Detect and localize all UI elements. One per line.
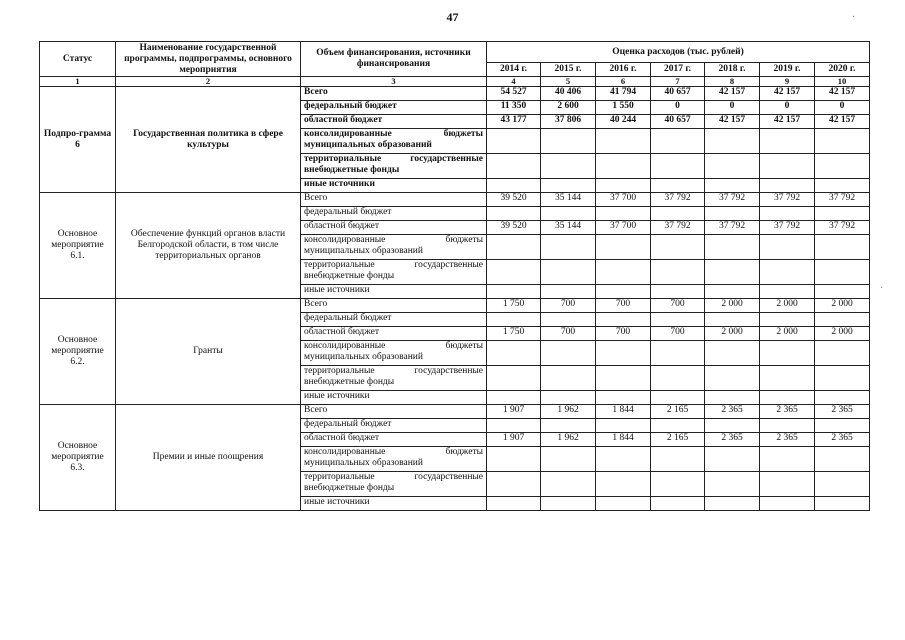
amount-cell: 37 792 (815, 221, 870, 235)
amount-cell (815, 154, 870, 179)
amount-cell: 2 600 (541, 101, 596, 115)
page-number: 47 (446, 10, 459, 24)
amount-cell: 1 907 (487, 433, 541, 447)
amount-cell (596, 260, 651, 285)
scan-speck: · (852, 12, 856, 23)
amount-cell (596, 313, 651, 327)
funding-source: федеральный бюджет (301, 101, 487, 115)
amount-cell: 2 000 (760, 327, 815, 341)
amount-cell (596, 179, 651, 193)
section-name: Гранты (116, 299, 301, 405)
amount-cell: 42 157 (705, 115, 760, 129)
amount-cell (705, 207, 760, 221)
amount-cell (815, 341, 870, 366)
amount-cell: 37 806 (541, 115, 596, 129)
amount-cell (760, 419, 815, 433)
table-row (40, 405, 870, 419)
funding-source: федеральный бюджет (301, 419, 487, 433)
amount-cell (760, 341, 815, 366)
header-year: 2019 г. (760, 63, 815, 77)
amount-cell: 43 177 (487, 115, 541, 129)
amount-cell: 2 165 (651, 433, 705, 447)
amount-cell (541, 447, 596, 472)
amount-cell (651, 260, 705, 285)
column-number: 4 (487, 77, 541, 87)
amount-cell: 35 144 (541, 193, 596, 207)
amount-cell (596, 341, 651, 366)
amount-cell (705, 285, 760, 299)
amount-cell (651, 391, 705, 405)
amount-cell (596, 235, 651, 260)
amount-cell: 1 750 (487, 299, 541, 313)
amount-cell: 700 (541, 299, 596, 313)
amount-cell: 1 550 (596, 101, 651, 115)
section-name: Премии и иные поощрения (116, 405, 301, 511)
section-name: Государственная политика в сфере культуры (116, 87, 301, 193)
amount-cell (760, 447, 815, 472)
amount-cell (541, 497, 596, 511)
amount-cell (541, 313, 596, 327)
amount-cell (651, 497, 705, 511)
column-number: 1 (40, 77, 116, 87)
table-row (40, 193, 870, 207)
column-number: 8 (705, 77, 760, 87)
amount-cell: 0 (760, 101, 815, 115)
amount-cell (487, 366, 541, 391)
amount-cell: 2 000 (705, 327, 760, 341)
amount-cell: 37 792 (760, 193, 815, 207)
amount-cell: 0 (651, 101, 705, 115)
amount-cell: 39 520 (487, 193, 541, 207)
amount-cell (541, 207, 596, 221)
amount-cell (705, 260, 760, 285)
amount-cell (815, 472, 870, 497)
funding-source: Всего (301, 299, 487, 313)
amount-cell: 37 792 (651, 221, 705, 235)
amount-cell (760, 366, 815, 391)
amount-cell (760, 154, 815, 179)
amount-cell (760, 285, 815, 299)
amount-cell (541, 285, 596, 299)
amount-cell (541, 129, 596, 154)
amount-cell (651, 179, 705, 193)
amount-cell (651, 366, 705, 391)
amount-cell: 0 (815, 101, 870, 115)
amount-cell: 40 657 (651, 87, 705, 101)
amount-cell (815, 129, 870, 154)
header-year: 2018 г. (705, 63, 760, 77)
amount-cell: 35 144 (541, 221, 596, 235)
amount-cell (705, 497, 760, 511)
table-row (40, 87, 870, 101)
amount-cell (815, 207, 870, 221)
amount-cell (487, 472, 541, 497)
column-number: 3 (301, 77, 487, 87)
amount-cell: 1 962 (541, 405, 596, 419)
amount-cell (487, 419, 541, 433)
amount-cell (815, 419, 870, 433)
amount-cell (705, 366, 760, 391)
amount-cell: 40 657 (651, 115, 705, 129)
amount-cell (705, 472, 760, 497)
amount-cell (596, 207, 651, 221)
amount-cell (487, 235, 541, 260)
amount-cell (487, 154, 541, 179)
amount-cell (760, 391, 815, 405)
amount-cell (487, 341, 541, 366)
funding-source: федеральный бюджет (301, 313, 487, 327)
table-row (40, 299, 870, 313)
amount-cell (705, 179, 760, 193)
amount-cell (760, 313, 815, 327)
amount-cell (487, 447, 541, 472)
amount-cell (487, 129, 541, 154)
amount-cell (815, 447, 870, 472)
amount-cell (651, 341, 705, 366)
header-estimate: Оценка расходов (тыс. рублей) (487, 42, 870, 63)
column-number: 9 (760, 77, 815, 87)
funding-source: иные источники (301, 497, 487, 511)
amount-cell (705, 154, 760, 179)
amount-cell: 700 (596, 327, 651, 341)
header-year: 2017 г. (651, 63, 705, 77)
amount-cell: 1 844 (596, 433, 651, 447)
amount-cell (487, 497, 541, 511)
amount-cell (487, 313, 541, 327)
amount-cell (651, 129, 705, 154)
amount-cell (541, 179, 596, 193)
amount-cell (596, 472, 651, 497)
amount-cell: 700 (541, 327, 596, 341)
funding-source: иные источники (301, 391, 487, 405)
amount-cell: 2 165 (651, 405, 705, 419)
amount-cell (815, 366, 870, 391)
funding-source: Всего (301, 405, 487, 419)
funding-source: Всего (301, 193, 487, 207)
header-year: 2014 г. (487, 63, 541, 77)
amount-cell: 42 157 (815, 87, 870, 101)
amount-cell (760, 207, 815, 221)
amount-cell (760, 472, 815, 497)
amount-cell (815, 497, 870, 511)
amount-cell (651, 235, 705, 260)
section-status: Основное мероприятие 6.1. (40, 193, 116, 299)
amount-cell (487, 391, 541, 405)
amount-cell (760, 179, 815, 193)
amount-cell: 2 000 (815, 299, 870, 313)
amount-cell (487, 260, 541, 285)
amount-cell (815, 285, 870, 299)
header-year: 2015 г. (541, 63, 596, 77)
amount-cell (596, 154, 651, 179)
budget-table (39, 41, 870, 511)
amount-cell: 42 157 (760, 87, 815, 101)
header-year: 2016 г. (596, 63, 651, 77)
amount-cell (596, 391, 651, 405)
amount-cell (541, 472, 596, 497)
header-status: Статус (40, 42, 116, 77)
funding-source: областной бюджет (301, 115, 487, 129)
section-status: Основное мероприятие 6.2. (40, 299, 116, 405)
section-name: Обеспечение функций органов власти Белгородской области, в том числе территориальных органов (116, 193, 301, 299)
amount-cell: 700 (596, 299, 651, 313)
amount-cell (705, 419, 760, 433)
funding-source: иные источники (301, 285, 487, 299)
amount-cell (705, 129, 760, 154)
column-number: 7 (651, 77, 705, 87)
funding-source: территориальные государственные внебюджетные фонды (301, 472, 487, 497)
amount-cell: 39 520 (487, 221, 541, 235)
amount-cell: 2 365 (705, 433, 760, 447)
amount-cell (596, 366, 651, 391)
amount-cell: 1 962 (541, 433, 596, 447)
amount-cell (541, 419, 596, 433)
amount-cell (815, 235, 870, 260)
amount-cell: 0 (705, 101, 760, 115)
amount-cell (541, 341, 596, 366)
amount-cell (596, 497, 651, 511)
amount-cell: 37 792 (705, 193, 760, 207)
amount-cell: 2 365 (705, 405, 760, 419)
amount-cell (541, 235, 596, 260)
funding-source: федеральный бюджет (301, 207, 487, 221)
amount-cell (541, 260, 596, 285)
amount-cell: 37 792 (705, 221, 760, 235)
amount-cell: 37 700 (596, 193, 651, 207)
amount-cell (815, 391, 870, 405)
funding-source: консолидированные бюджеты муниципальных образований (301, 447, 487, 472)
funding-source: областной бюджет (301, 221, 487, 235)
amount-cell: 2 000 (815, 327, 870, 341)
amount-cell: 1 844 (596, 405, 651, 419)
amount-cell (705, 341, 760, 366)
amount-cell (596, 129, 651, 154)
section-status: Основное мероприятие 6.3. (40, 405, 116, 511)
amount-cell: 40 244 (596, 115, 651, 129)
amount-cell: 1 907 (487, 405, 541, 419)
table-body (40, 87, 870, 511)
amount-cell: 11 350 (487, 101, 541, 115)
amount-cell (760, 235, 815, 260)
funding-source: территориальные государственные внебюджетные фонды (301, 366, 487, 391)
amount-cell: 2 365 (815, 433, 870, 447)
amount-cell: 54 527 (487, 87, 541, 101)
amount-cell (760, 260, 815, 285)
column-number: 5 (541, 77, 596, 87)
funding-source: консолидированные бюджеты муниципальных образований (301, 341, 487, 366)
amount-cell (815, 313, 870, 327)
amount-cell (651, 207, 705, 221)
amount-cell (596, 419, 651, 433)
amount-cell (596, 285, 651, 299)
amount-cell (487, 207, 541, 221)
amount-cell (487, 179, 541, 193)
amount-cell (651, 472, 705, 497)
amount-cell (651, 285, 705, 299)
scan-speck: · (880, 283, 884, 294)
amount-cell (705, 313, 760, 327)
amount-cell (651, 313, 705, 327)
funding-source: областной бюджет (301, 327, 487, 341)
amount-cell (815, 179, 870, 193)
amount-cell (760, 129, 815, 154)
funding-source: консолидированные бюджеты муниципальных образований (301, 235, 487, 260)
amount-cell: 2 365 (760, 433, 815, 447)
amount-cell (596, 447, 651, 472)
amount-cell: 41 794 (596, 87, 651, 101)
amount-cell (541, 391, 596, 405)
funding-source: иные источники (301, 179, 487, 193)
column-number: 6 (596, 77, 651, 87)
amount-cell: 2 365 (815, 405, 870, 419)
amount-cell: 37 700 (596, 221, 651, 235)
amount-cell: 42 157 (815, 115, 870, 129)
header-year: 2020 г. (815, 63, 870, 77)
amount-cell: 1 750 (487, 327, 541, 341)
amount-cell: 37 792 (651, 193, 705, 207)
amount-cell: 700 (651, 299, 705, 313)
amount-cell (541, 366, 596, 391)
amount-cell (705, 391, 760, 405)
funding-source: Всего (301, 87, 487, 101)
column-number: 10 (815, 77, 870, 87)
amount-cell (651, 419, 705, 433)
amount-cell (705, 447, 760, 472)
amount-cell: 42 157 (705, 87, 760, 101)
amount-cell (815, 260, 870, 285)
column-number: 2 (116, 77, 301, 87)
amount-cell: 2 365 (760, 405, 815, 419)
amount-cell: 2 000 (760, 299, 815, 313)
funding-source: территориальные государственные внебюджетные фонды (301, 154, 487, 179)
amount-cell: 40 406 (541, 87, 596, 101)
amount-cell: 37 792 (760, 221, 815, 235)
amount-cell: 700 (651, 327, 705, 341)
amount-cell: 37 792 (815, 193, 870, 207)
amount-cell: 42 157 (760, 115, 815, 129)
amount-cell (705, 235, 760, 260)
funding-source: территориальные государственные внебюджетные фонды (301, 260, 487, 285)
funding-source: областной бюджет (301, 433, 487, 447)
amount-cell: 2 000 (705, 299, 760, 313)
amount-cell (541, 154, 596, 179)
section-status: Подпро-грамма 6 (40, 87, 116, 193)
amount-cell (760, 497, 815, 511)
amount-cell (487, 285, 541, 299)
amount-cell (651, 447, 705, 472)
header-source: Объем финансирования, источники финансирования (301, 42, 487, 77)
amount-cell (651, 154, 705, 179)
header-name: Наименование государственной программы, подпрограммы, основного мероприятия (116, 42, 301, 77)
funding-source: консолидированные бюджеты муниципальных образований (301, 129, 487, 154)
